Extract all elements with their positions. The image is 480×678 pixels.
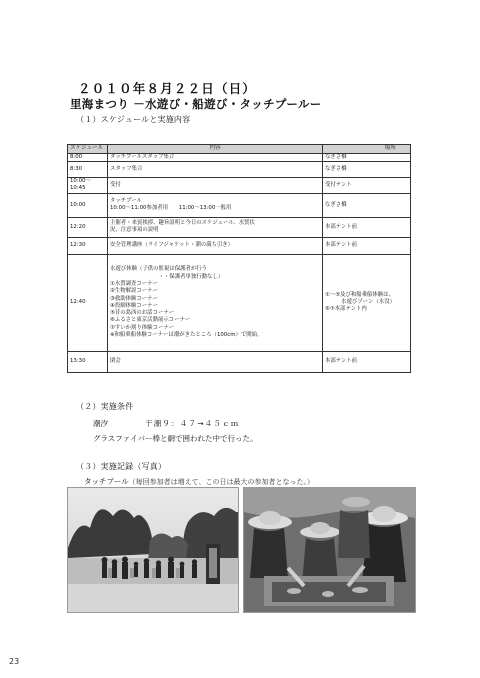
- row-place: ①～⑤及び和船乗船体験は、 水遊びゾーン（水没） ⑥⑦本部テント内: [323, 254, 411, 351]
- header-schedule: スケジュール: [68, 145, 108, 154]
- page-number: 23: [9, 657, 20, 666]
- row-content: 閉会: [108, 351, 323, 372]
- row-place: 受付テント: [323, 177, 411, 193]
- event-photo-touch-pool: [243, 487, 416, 613]
- row-time: 8:30: [68, 161, 108, 177]
- header-place: 場所: [323, 145, 411, 154]
- table-row: [68, 237, 411, 254]
- row-content: 水遊び体験（子供の監視は保護者が行う ・・保護者単独行動なし） ①水質調査コーナー ②生物解説コーナー ③救助体験コーナー ④投網体験コーナー ⑤昔の葛西のお話コーナー ⑥ふるさと東京活動展示コーナー ⑦すいか割り体験コーナー ※和船乗船体験コーナーは潮がきたところ（100cm）で開始。: [108, 254, 323, 351]
- row-time: 8:00: [68, 153, 108, 161]
- row-content: 主催者・来賓挨拶、趣旨説明と今日のスケジュール、水質状 況、注意事項の説明: [108, 217, 323, 237]
- row-place: 本部テント前: [323, 237, 411, 254]
- row-place: 本部テント前: [323, 351, 411, 372]
- row-time: 12:30: [68, 237, 108, 254]
- row-place: なぎさ橋: [323, 161, 411, 177]
- table-row: [68, 254, 411, 351]
- photo-subheading: タッチプール: [84, 477, 129, 486]
- header-content: 内容: [108, 145, 323, 154]
- condition-description: グラスファイバー棒と網で囲われた中で行った。: [93, 434, 258, 443]
- section-3-heading: （３）実施記録（写真）: [76, 462, 167, 471]
- row-content: スタッフ集合: [108, 161, 323, 177]
- tide-condition: [93, 418, 240, 429]
- table-row: [68, 153, 411, 161]
- row-content: タッチプールスタッフ集合: [108, 153, 323, 161]
- photo-caption: [84, 476, 314, 487]
- row-place: なぎさ橋: [323, 153, 411, 161]
- table-row: [68, 351, 411, 372]
- row-place: 本部テント前: [323, 217, 411, 237]
- table-row: [68, 161, 411, 177]
- row-content: 受付: [108, 177, 323, 193]
- table-row: [68, 217, 411, 237]
- tide-value: 干潮９：４７→４５ｃｍ: [145, 419, 240, 428]
- schedule-table: [67, 144, 411, 373]
- section-2-heading: （２）実施条件: [76, 402, 134, 411]
- row-content: 安全管理講座（ライフジャケット・潮の満ち引き）: [108, 237, 323, 254]
- table-row: [68, 193, 411, 217]
- event-photo-outdoor: [67, 487, 239, 613]
- photo-note: （毎回参加者は増えて、この日は最大の参加者となった。）: [128, 478, 314, 486]
- document-date-title: ２０１０年８月２２日（日）: [78, 81, 257, 96]
- row-time: 10:00～10:45: [68, 177, 108, 193]
- section-1-heading: （１）スケジュールと実施内容: [76, 115, 191, 124]
- row-time: 12:20: [68, 217, 108, 237]
- event-title: 里海まつり －水遊び・船遊び・タッチプールー: [70, 97, 322, 111]
- tide-label: 潮汐: [93, 419, 108, 428]
- row-time: 13:30: [68, 351, 108, 372]
- schedule-header-row: [68, 145, 411, 154]
- row-time: 12:40: [68, 254, 108, 351]
- table-row: [68, 177, 411, 193]
- row-content: タッチプール 10:00～11:00参加者用 11:00～13:00一般用: [108, 193, 323, 217]
- row-time: 10:00: [68, 193, 108, 217]
- row-place: なぎさ橋: [323, 193, 411, 217]
